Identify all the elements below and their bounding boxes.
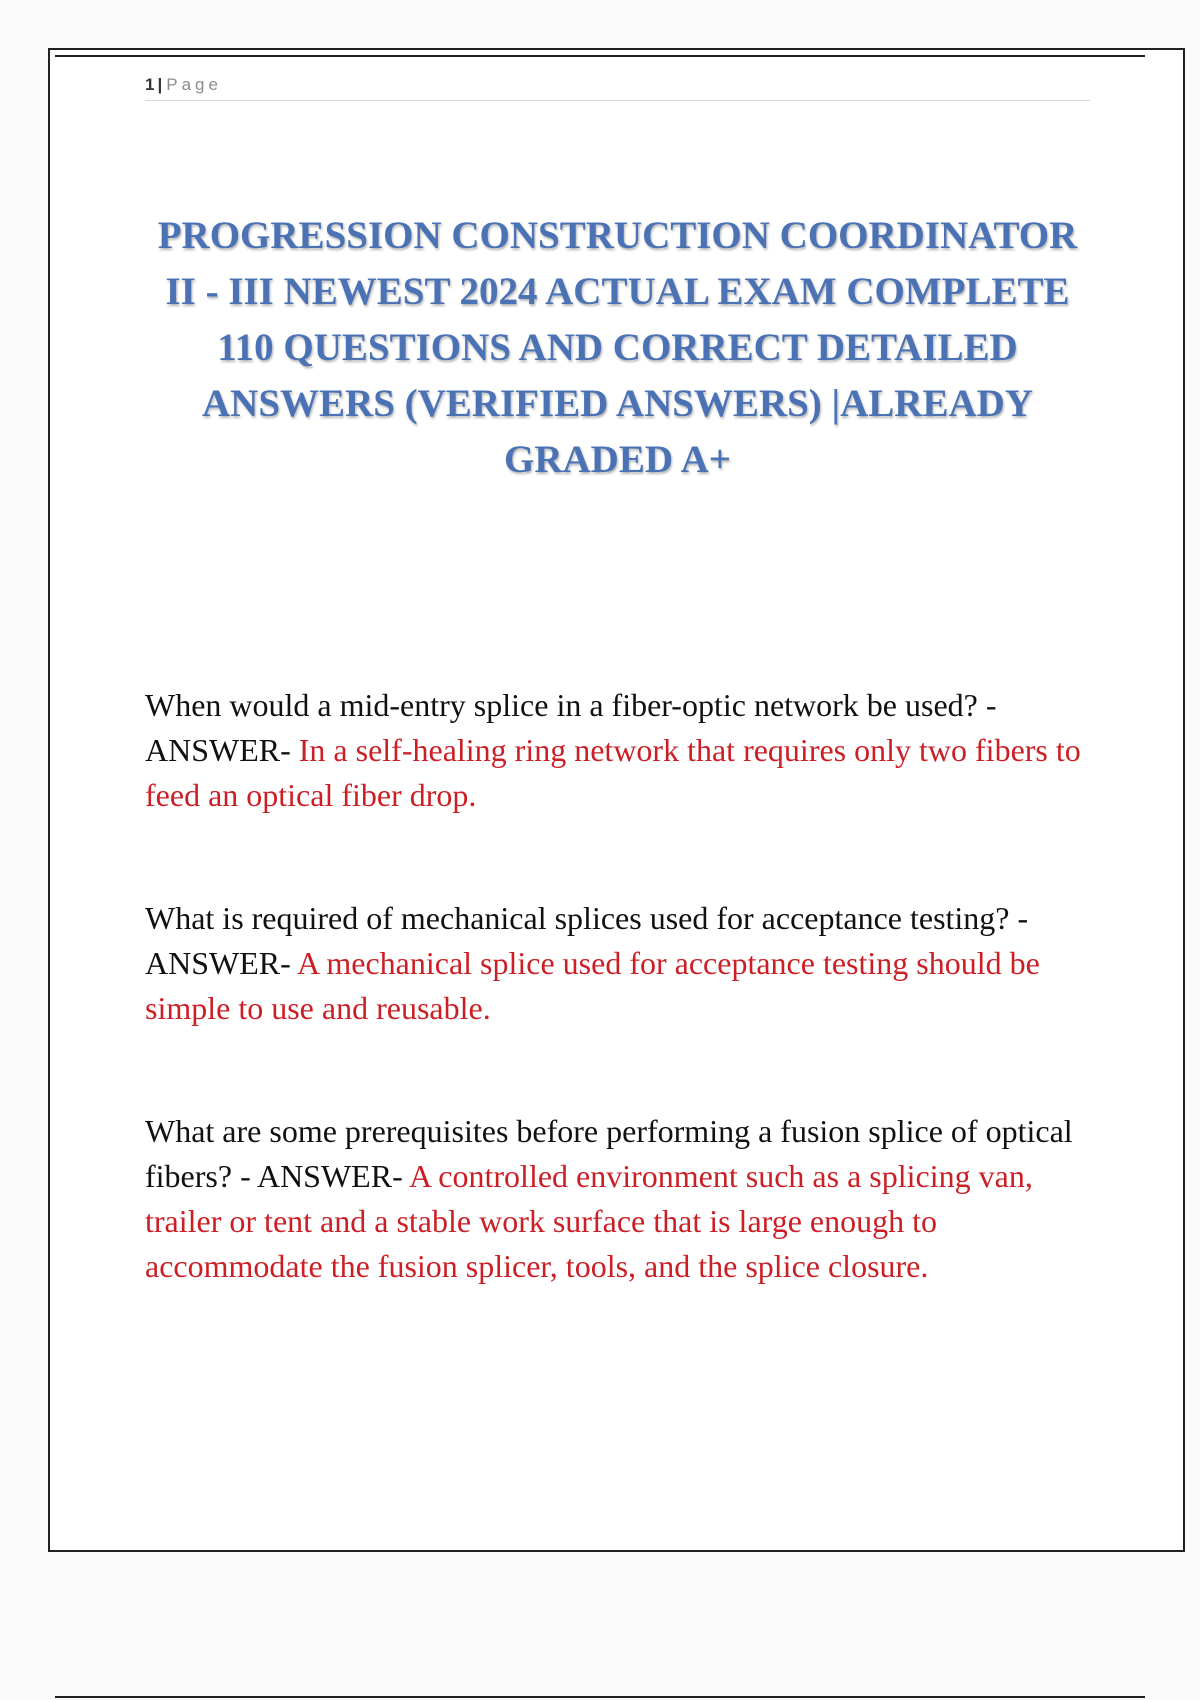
- page-word: Page: [166, 75, 222, 94]
- answer-text: In a self-healing ring network that requires only two fibers to feed an optical fiber drop.: [145, 732, 1081, 813]
- answer-text: A controlled environment such as a splicing van, trailer or tent and a stable work surface that is large enough to accommodate the fusion splicer, tools, and the splice closure.: [145, 1158, 1033, 1284]
- question-text: What is required of mechanical splices used for acceptance testing? -: [145, 900, 1029, 936]
- page-header-separator: |: [157, 75, 163, 94]
- page-header: [145, 74, 1090, 101]
- document-title: PROGRESSION CONSTRUCTION COORDINATOR II - III NEWEST 2024 ACTUAL EXAM COMPLETE 110 QUESTIONS AND CORRECT DETAILED ANSWERS (VERIFIED ANSWERS) |ALREADY GRADED A+: [157, 214, 1078, 481]
- qa-item: [145, 896, 1100, 1031]
- question-text: When would a mid-entry splice in a fiber-optic network be used? -: [145, 687, 997, 723]
- answer-label: ANSWER-: [145, 945, 297, 981]
- qa-item: [145, 683, 1100, 818]
- answer-text: A mechanical splice used for acceptance testing should be simple to use and reusable.: [145, 945, 1040, 1026]
- answer-label: ANSWER-: [256, 1158, 409, 1194]
- bottom-rule-line: [55, 1696, 1145, 1698]
- question-text: What are some prerequisites before performing a fusion splice of optical fibers? -: [145, 1113, 1073, 1194]
- top-rule-line: [55, 55, 1145, 57]
- page-number: 1: [145, 75, 155, 94]
- qa-item: [145, 1109, 1100, 1289]
- answer-label: ANSWER-: [145, 732, 299, 768]
